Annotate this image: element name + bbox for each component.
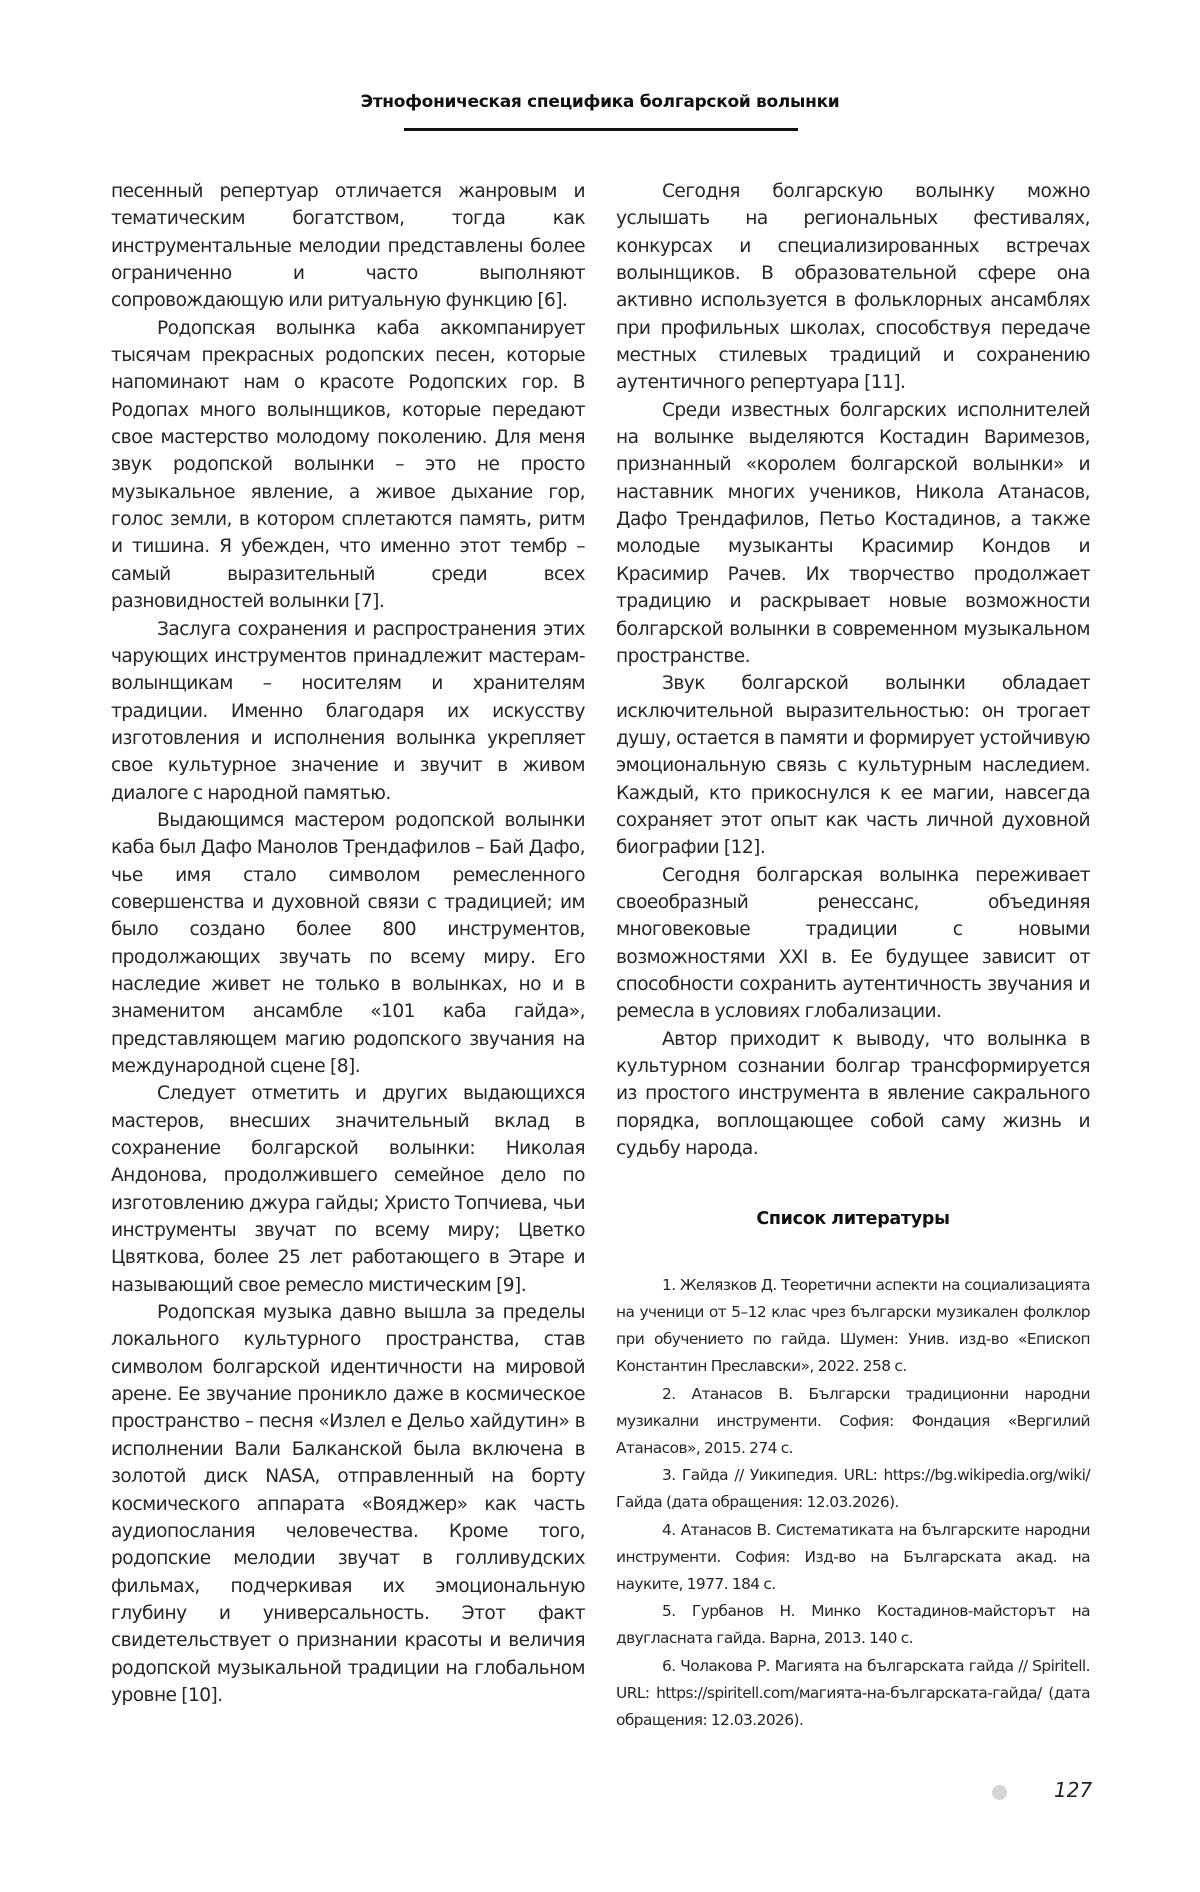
paragraph: Выдающимся мастером родопской волынки каба был Дафо Манолов Трендафилов – Бай Дафо, чье имя стало символом ремесленного совершенства и духовной связи с традицией; им было создано более 800 инструментов, продолжающих звучать по всему миру. Его наследие живет не только в волынках, но и в знаменитом ансамбле «101 каба гайда», представляющем магию родопского звучания на международной сцене [8]. <box>111 809 585 1077</box>
footer-dot-icon <box>992 1785 1007 1800</box>
paragraph: Родопская музыка давно вышла за пределы локального культурного пространства, став символом болгарской идентичности на мировой арене. Ее звучание проникло даже в космическое пространство – песня «Излел е Дельо хайдутин» в исполнении Вали Балканской была включена в золотой диск NASA, отправленный на борту космического аппарата «Вояджер» как часть аудиопослания человечества. Кроме того, родопские мелодии звучат в голливудских фильмах, подчеркивая их эмоциональную глубину и универсальность. Этот факт свидетельствует о признании красоты и величия родопской музыкальной традиции на глобальном уровне [10]. <box>111 1302 585 1706</box>
reference-item: 4. Атанасов В. Систематиката на българските народни инструменти. София: Изд-во на Българската акад. на науките, 1977. 184 с. <box>616 1520 1090 1593</box>
running-header-title: Этнофоническая специфика болгарской волынки <box>360 92 840 112</box>
right-column <box>616 178 1090 1734</box>
reference-item: 6. Чолакова Р. Магията на българската гайда // Spiritell. URL: https://spiritell.com/магията-на-българската-гайда/ (дата обращения: 12.03.2026). <box>616 1656 1090 1729</box>
paragraph: Среди известных болгарских исполнителей на волынке выделяются Костадин Варимезов, признанный «королем болгарской волынки» и наставник многих учеников, Никола Атанасов, Дафо Трендафилов, Петьо Костадинов, а также молодые музыканты Красимир Кондов и Красимир Рачев. Их творчество продолжает традицию и раскрывает новые возможности болгарской волынки в современном музыкальном пространстве. <box>616 399 1090 667</box>
references-list <box>616 1272 1090 1734</box>
reference-item: 3. Гайда // Уикипедия. URL: https://bg.wikipedia.org/wiki/Гайда (дата обращения: 12.03.2026). <box>616 1466 1090 1512</box>
paragraph: Заслуга сохранения и распространения этих чарующих инструментов принадлежит мастерам-волынщикам – носителям и хранителям традиции. Именно благодаря их искусству изготовления и исполнения волынка укрепляет свое культурное значение и звучит в живом диалоге с народной памятью. <box>111 618 585 804</box>
paragraph: Звук болгарской волынки обладает исключительной выразительностью: он трогает душу, остается в памяти и формирует устойчивую эмоциональную связь с культурным наследием. Каждый, кто прикоснулся к ее магии, навсегда сохраняет этот опыт как часть личной духовной биографии [12]. <box>616 673 1090 859</box>
reference-item: 1. Желязков Д. Теоретични аспекти на социализацията на ученици от 5–12 клас чрез български музикален фолклор при обучението по гайда. Шумен: Унив. изд-во «Епископ Константин Преславски», 2022. 258 с. <box>616 1275 1090 1376</box>
paragraph: Сегодня болгарская волынка переживает своеобразный ренессанс, объединяя многовековые традиции с новыми возможностями XXI в. Ее будущее зависит от способности сохранить аутентичность звучания и ремесла в условиях глобализации. <box>616 864 1090 1023</box>
header-rule <box>404 128 798 131</box>
page-number: 127 <box>1054 1778 1093 1802</box>
paragraph: песенный репертуар отличается жанровым и тематическим богатством, тогда как инструментальные мелодии представлены более ограниченно и часто выполняют сопровождающую или ритуальную функцию [6]. <box>111 181 585 312</box>
paragraph: Сегодня болгарскую волынку можно услышать на региональных фестивалях, конкурсах и специализированных встречах волынщиков. В образовательной сфере она активно используется в фольклорных ансамблях при профильных школах, способствуя передаче местных стилевых традиций и сохранению аутентичного репертуара [11]. <box>616 181 1090 394</box>
paragraph: Автор приходит к выводу, что волынка в культурном сознании болгар трансформируется из простого инструмента в явление сакрального порядка, воплощающее собой саму жизнь и судьбу народа. <box>616 1028 1090 1160</box>
paragraph: Следует отметить и других выдающихся мастеров, внесших значительный вклад в сохранение болгарской волынки: Николая Андонова, продолжившего семейное дело по изготовлению джура гайды; Христо Топчиева, чьи инструменты звучат по всему миру; Цветко Цвяткова, более 25 лет работающего в Этаре и называющий свое ремесло мистическим [9]. <box>111 1083 585 1296</box>
reference-item: 2. Атанасов В. Български традиционни народни музикални инструменти. София: Фондация «Вергилий Атанасов», 2015. 274 с. <box>616 1384 1090 1457</box>
paragraph: Родопская волынка каба аккомпанирует тысячам прекрасных родопских песен, которые напоминают нам о красоте Родопских гор. В Родопах много волынщиков, которые передают свое мастерство молодому поколению. Для меня звук родопской волынки – это не просто музыкальное явление, а живое дыхание гор, голос земли, в котором сплетаются память, ритм и тишина. Я убежден, что именно этот тембр – самый выразительный среди всех разновидностей волынки [7]. <box>111 317 585 613</box>
reference-item: 5. Гурбанов Н. Минко Костадинов-майсторът на двугласната гайда. Варна, 2013. 140 с. <box>616 1602 1090 1648</box>
references-heading: Список литературы <box>756 1209 950 1230</box>
left-column <box>111 178 585 1709</box>
